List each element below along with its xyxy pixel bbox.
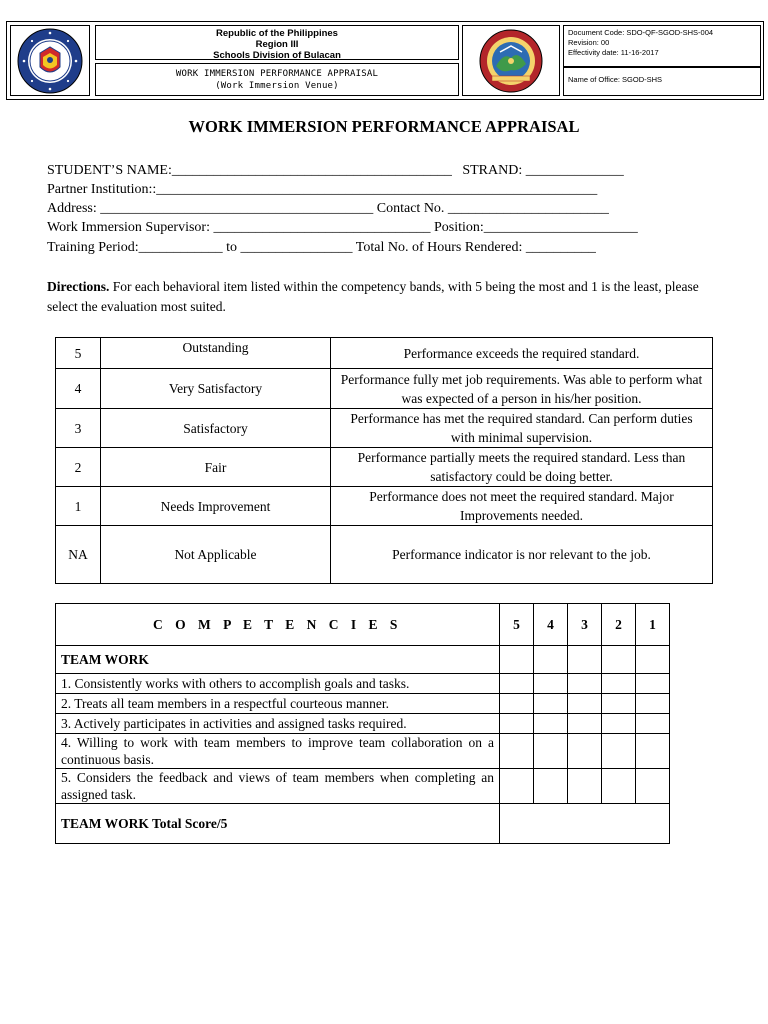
rating-label: Satisfactory (101, 409, 331, 448)
competency-row (56, 734, 670, 769)
deped-seal-icon (16, 27, 84, 95)
student-name-strand-line: STUDENT’S NAME:________________________________________ STRAND: ______________ (47, 163, 624, 178)
score-cell[interactable] (602, 714, 636, 734)
score-header-3: 3 (568, 604, 602, 646)
score-cell[interactable] (500, 734, 534, 769)
score-cell[interactable] (568, 734, 602, 769)
rating-label: Fair (101, 448, 331, 487)
rating-score: NA (56, 526, 101, 584)
score-cell[interactable] (636, 674, 670, 694)
page-title: WORK IMMERSION PERFORMANCE APPRAISAL (188, 117, 580, 136)
rating-description: Performance exceeds the required standard. (331, 338, 713, 369)
score-cell[interactable] (500, 674, 534, 694)
score-cell[interactable] (500, 714, 534, 734)
document-header (6, 21, 764, 100)
score-cell[interactable] (534, 714, 568, 734)
score-cell[interactable] (534, 646, 568, 674)
division-seal-cell (462, 25, 560, 96)
score-cell[interactable] (534, 694, 568, 714)
competency-item: 3. Actively participates in activities and assigned tasks required. (56, 714, 500, 734)
rating-row (56, 409, 713, 448)
rating-score: 5 (56, 338, 101, 369)
score-cell[interactable] (636, 714, 670, 734)
score-header-4: 4 (534, 604, 568, 646)
form-subtitle: (Work Immersion Venue) (215, 81, 339, 91)
rating-row (56, 487, 713, 526)
score-cell[interactable] (500, 646, 534, 674)
document-code: Document Code: SDO-QF-SGOD-SHS-004 (568, 28, 714, 37)
directions-label: Directions. (47, 279, 110, 294)
score-cell[interactable] (534, 734, 568, 769)
revision: Revision: 00 (568, 38, 610, 47)
rating-description: Performance has met the required standard. Can perform duties with minimal supervision. (331, 409, 713, 448)
section-team-work: TEAM WORK (56, 646, 500, 674)
competencies-table (55, 603, 670, 844)
rating-description: Performance partially meets the required standard. Less than satisfactory could be doing better. (331, 448, 713, 487)
rating-description: Performance fully met job requirements. Was able to perform what was expected of a person in his/her position. (331, 369, 713, 409)
office-name: Name of Office: SGOD-SHS (568, 75, 663, 84)
score-cell[interactable] (568, 714, 602, 734)
competency-item: 4. Willing to work with team members to improve team collaboration on a continuous basis. (56, 734, 500, 769)
score-cell[interactable] (568, 646, 602, 674)
score-cell[interactable] (500, 694, 534, 714)
score-cell[interactable] (500, 769, 534, 804)
score-cell[interactable] (602, 694, 636, 714)
competency-row (56, 674, 670, 694)
competency-item: 1. Consistently works with others to accomplish goals and tasks. (56, 674, 500, 694)
competency-item: 2. Treats all team members in a respectful courteous manner. (56, 694, 500, 714)
deped-seal-cell (10, 25, 90, 96)
competency-item: 5. Considers the feedback and views of team members when completing an assigned task. (56, 769, 500, 804)
division-seal-icon (478, 28, 544, 94)
score-header-1: 1 (636, 604, 670, 646)
score-cell[interactable] (602, 646, 636, 674)
directions-text: For each behavioral item listed within the competency bands, with 5 being the most and 1 is the least, please select the evaluation most suited. (47, 279, 699, 314)
score-cell[interactable] (636, 734, 670, 769)
rating-label: Very Satisfactory (101, 369, 331, 409)
section-row (56, 646, 670, 674)
score-cell[interactable] (636, 769, 670, 804)
rating-row (56, 526, 713, 584)
rating-label: Outstanding (101, 338, 331, 369)
rating-score: 3 (56, 409, 101, 448)
score-cell[interactable] (602, 674, 636, 694)
competencies-header-row (56, 604, 670, 646)
rating-row (56, 338, 713, 369)
gov-line-republic: Republic of the Philippines (216, 28, 338, 39)
score-cell[interactable] (602, 769, 636, 804)
score-cell[interactable] (568, 674, 602, 694)
rating-label: Not Applicable (101, 526, 331, 584)
total-row (56, 804, 670, 844)
directions (47, 277, 722, 317)
rating-row (56, 448, 713, 487)
score-cell[interactable] (568, 694, 602, 714)
score-header-5: 5 (500, 604, 534, 646)
office-cell (563, 67, 761, 96)
score-cell[interactable] (534, 674, 568, 694)
supervisor-position-line: Work Immersion Supervisor: _______________________________ Position:______________________ (47, 220, 638, 235)
rating-description: Performance does not meet the required standard. Major Improvements needed. (331, 487, 713, 526)
total-score-label: TEAM WORK Total Score/5 (56, 804, 500, 844)
form-title: WORK IMMERSION PERFORMANCE APPRAISAL (175, 69, 379, 79)
gov-line-division: Schools Division of Bulacan (213, 50, 341, 61)
rating-score: 4 (56, 369, 101, 409)
gov-line-region: Region III (255, 39, 299, 50)
competencies-header: C O M P E T E N C I E S (56, 604, 500, 646)
rating-row (56, 369, 713, 409)
form-title-cell (95, 63, 459, 96)
total-score-cell[interactable] (500, 804, 670, 844)
competency-row (56, 714, 670, 734)
score-cell[interactable] (636, 694, 670, 714)
score-cell[interactable] (568, 769, 602, 804)
document-code-cell (563, 25, 761, 67)
effectivity-date: Effectivity date: 11-16-2017 (568, 48, 659, 57)
score-cell[interactable] (534, 769, 568, 804)
competency-row (56, 694, 670, 714)
rating-score: 1 (56, 487, 101, 526)
rating-label: Needs Improvement (101, 487, 331, 526)
rating-score: 2 (56, 448, 101, 487)
training-period-line: Training Period:____________ to ________________ Total No. of Hours Rendered: __________ (47, 240, 596, 255)
address-contact-line: Address: _______________________________________ Contact No. _______________________ (47, 201, 609, 216)
rating-scale-table (55, 337, 713, 584)
competency-row (56, 769, 670, 804)
score-cell[interactable] (636, 646, 670, 674)
rating-description: Performance indicator is nor relevant to the job. (331, 526, 713, 584)
partner-institution-line: Partner Institution::_______________________________________________________________ (47, 182, 598, 197)
score-header-2: 2 (602, 604, 636, 646)
government-info-cell (95, 25, 459, 60)
score-cell[interactable] (602, 734, 636, 769)
